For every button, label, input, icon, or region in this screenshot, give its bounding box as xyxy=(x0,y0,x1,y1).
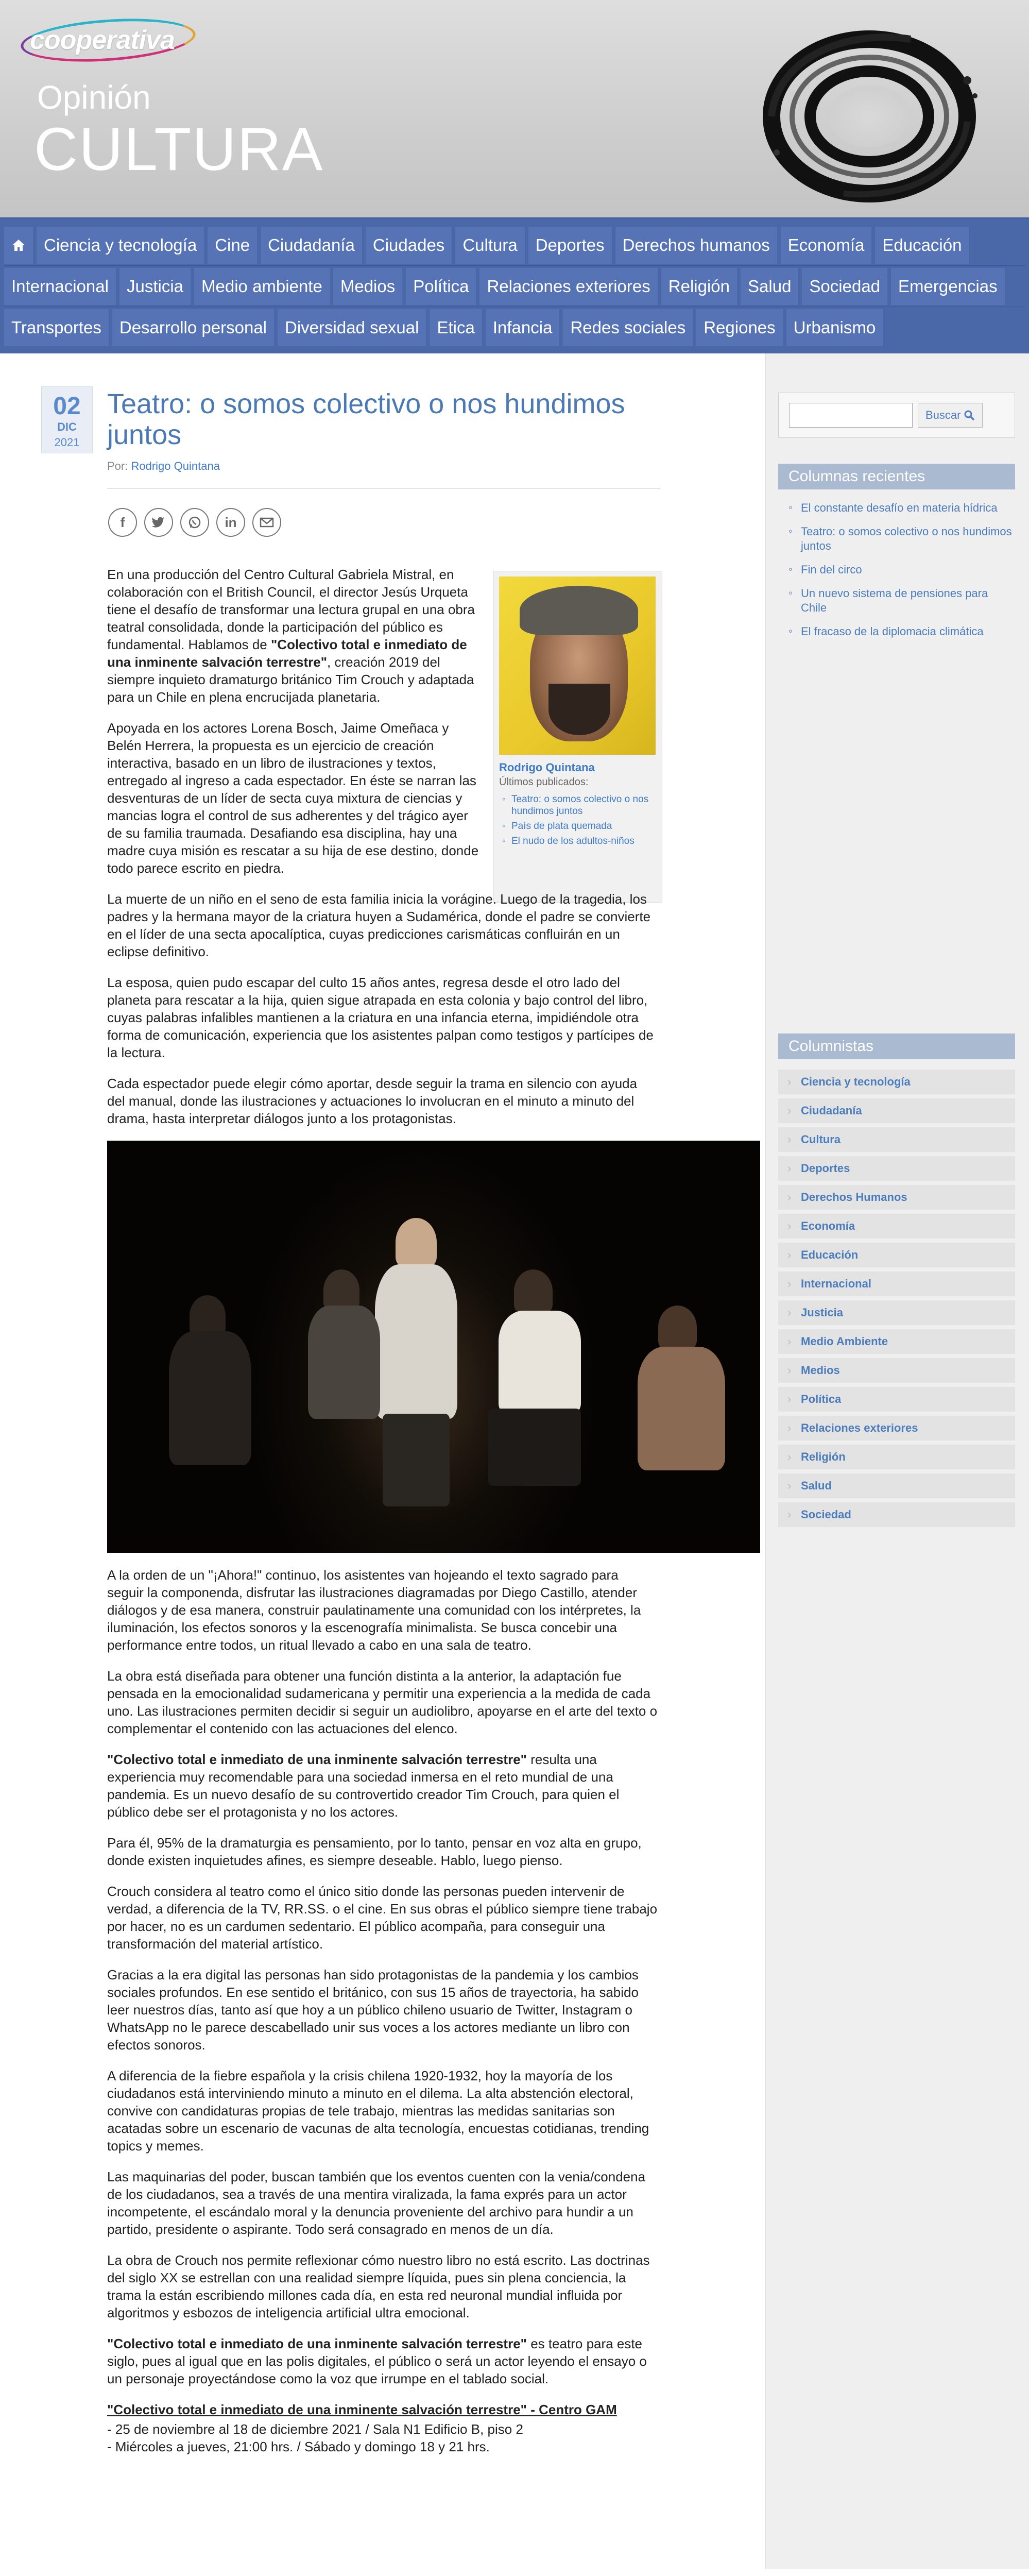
category-nav xyxy=(0,217,1029,353)
actor-figure xyxy=(396,1218,437,1267)
nav-item[interactable]: Política xyxy=(406,268,476,305)
author-latest-item[interactable]: ◦ Teatro: o somos colectivo o nos hundimos juntos xyxy=(511,793,657,817)
columnists-category-list xyxy=(778,1070,1015,1531)
event-info-line: - 25 de noviembre al 18 de diciembre 2021 / Sala N1 Edificio B, piso 2 xyxy=(107,2421,523,2437)
nav-home-button[interactable] xyxy=(4,227,33,264)
nav-item[interactable]: Desarrollo personal xyxy=(112,309,274,346)
nav-item[interactable]: Infancia xyxy=(486,309,560,346)
paragraph: En una producción del Centro Cultural Gabriela Mistral, en colaboración con el British Council, el director Jesús Urqueta tiene el desafío de transformar una lectura grupal en una obra teatral consolidada, donde la participación del público es fundamental. Hablamos de "Colectivo total e inmediato de una inminente salvación terrestre", creación 2019 del siempre inquieto dramaturgo británico Tim Crouch y adaptada para un Chile en plena encrucijada planetaria. xyxy=(107,567,475,705)
paragraph: Las maquinarias del poder, buscan también que los eventos cuenten con la venia/condena de los ciudadanos, sea a través de una mentira viralizada, la fama exprés para un actor incompetente, el escándalo moral y la denuncia proveniente del archivo para hundir a un partido, presidente o aspirante. Todo será consagrado en menos de un día. xyxy=(107,2169,646,2237)
paragraph: A la orden de un "¡Ahora!" continuo, los asistentes van hojeando el texto sagrado para seguir la componenda, disfrutar las ilustraciones diagramadas por Diego Castillo, atender diálogos y de esa manera, construir paulatinamente una comunidad con los intérpretes, la iluminación, los efectos sonoros y la escenografía minimalista. Se busca concebir una performance entre todos, un ritual llevado a cabo en una sala de teatro. xyxy=(107,1567,641,1653)
author-latest-item[interactable]: ◦ El nudo de los adultos-niños xyxy=(511,835,657,847)
nav-item[interactable]: Religión xyxy=(661,268,737,305)
category-link[interactable]: › Ciudadanía xyxy=(778,1098,1015,1123)
divider xyxy=(107,488,660,489)
logo-text: cooperativa xyxy=(30,25,175,55)
section-title: CULTURA xyxy=(34,115,324,183)
category-link[interactable]: › Salud xyxy=(778,1473,1015,1498)
recent-column-link[interactable]: ◦ El fracaso de la diplomacia climática xyxy=(801,624,1015,639)
ink-swirl-illustration xyxy=(741,19,988,204)
nav-item[interactable]: Transportes xyxy=(4,309,109,346)
category-link[interactable]: › Educación xyxy=(778,1243,1015,1267)
paragraph: "Colectivo total e inmediato de una inminente salvación terrestre" resulta una experiencia muy recomendable para una sociedad inmersa en el reto mundial de una pandemia. Es un nuevo desafío de su controvertido creador Tim Crouch, para quien el público debe ser el protagonista y no los actores. xyxy=(107,1752,620,1820)
recent-columns-heading: Columnas recientes xyxy=(778,464,1015,489)
author-box-subtitle: Últimos publicados: xyxy=(499,776,589,788)
paragraph: Apoyada en los actores Lorena Bosch, Jaime Omeñaca y Belén Herrera, la propuesta es un ejercicio de creación interactiva, basado en un libro de ilustraciones y textos, entregado al ingreso a cada espectador. En éste se narran las desventuras de un líder de secta cuya mixtura de ciencias y mancias logra el control de sus adherentes y del trágico ayer de su familia traumada. Desafiando esa disciplina, hay una madre cuya misión es rescatar a su hija de ese destino, donde todo parece escrito en piedra. xyxy=(107,720,479,876)
site-logo[interactable] xyxy=(21,20,196,61)
paragraph: "Colectivo total e inmediato de una inminente salvación terrestre" es teatro para este siglo, pues al igual que en las polis digitales, el público o será un actor leyendo el ensayo o un personaje proyectándose como la voz que irrumpe en el tablado social. xyxy=(107,2336,647,2386)
paragraph: La obra de Crouch nos permite reflexionar cómo nuestro libro no está escrito. Las doctrinas del siglo XX se estrellan con una realidad siempre líquida, pues sin plena conciencia, la trama la están escribiendo millones cada día, en esta red neuronal mundial influida por algoritmos y esbozos de inteligencia artificial ultra emocional. xyxy=(107,2252,650,2320)
recent-column-link[interactable]: ◦ Teatro: o somos colectivo o nos hundimos juntos xyxy=(801,524,1015,553)
columnists-heading: Columnistas xyxy=(778,1033,1015,1059)
nav-row-3 xyxy=(4,307,1025,348)
nav-item[interactable]: Derechos humanos xyxy=(615,227,777,264)
actor-figure xyxy=(169,1331,251,1465)
nav-item[interactable]: Ciencia y tecnología xyxy=(37,227,204,264)
nav-item[interactable]: Regiones xyxy=(696,309,782,346)
search-icon xyxy=(964,410,975,421)
whatsapp-icon[interactable] xyxy=(180,508,209,537)
nav-item[interactable]: Economía xyxy=(781,227,872,264)
category-link[interactable]: › Medios xyxy=(778,1358,1015,1383)
date-badge xyxy=(41,386,93,453)
category-link[interactable]: › Cultura xyxy=(778,1127,1015,1152)
nav-item[interactable]: Internacional xyxy=(4,268,116,305)
site-header xyxy=(0,0,1029,217)
category-link[interactable]: › Ciencia y tecnología xyxy=(778,1070,1015,1094)
nav-row-2 xyxy=(4,266,1025,307)
category-link[interactable]: › Derechos Humanos xyxy=(778,1185,1015,1210)
nav-item[interactable]: Salud xyxy=(741,268,798,305)
byline-author-link[interactable]: Rodrigo Quintana xyxy=(131,460,220,472)
actor-figure xyxy=(658,1306,697,1349)
recent-columns-list xyxy=(778,501,1015,648)
linkedin-icon[interactable]: in xyxy=(216,508,245,537)
share-bar xyxy=(108,508,281,537)
actor-figure xyxy=(190,1295,226,1336)
twitter-icon[interactable] xyxy=(144,508,173,537)
paragraph: La esposa, quien pudo escapar del culto 15 años antes, regresa desde el otro lado del planeta para rescatar a la hija, quien sigue atrapada en esta colonia y bajo control del libro, cuyas palabras infalibles mantienen a la criatura en una infancia eterna, impidiéndole otra forma de comunicación, experiencia que los asistentes palpan como testigos y partícipes de la lectura. xyxy=(107,975,654,1060)
sidebar xyxy=(765,353,1029,2569)
article-title: Teatro: o somos colectivo o nos hundimos juntos xyxy=(107,388,625,450)
actor-figure xyxy=(375,1264,457,1419)
recent-column-link[interactable]: ◦ El constante desafío en materia hídrica xyxy=(801,501,1015,515)
recent-column-link[interactable]: ◦ Fin del circo xyxy=(801,563,1015,577)
category-link[interactable]: › Política xyxy=(778,1387,1015,1412)
nav-item[interactable]: Diversidad sexual xyxy=(278,309,426,346)
paragraph: La muerte de un niño en el seno de esta familia inicia la vorágine. Luego de la tragedia, los padres y la hermana mayor de la criatura huyen a Sudamérica, donde el padre se convierte en el líder de una secta apocalíptica, cuyas predicciones carismáticas confluirán en un eclipse definitivo. xyxy=(107,891,651,959)
paragraph: Cada espectador puede elegir cómo aportar, desde seguir la trama en silencio con ayuda del manual, donde las ilustraciones y actuaciones lo involucran en el minuto a minuto del drama, hasta interpretar diálogos junto a los protagonistas. xyxy=(107,1076,638,1126)
paragraph: Gracias a la era digital las personas han sido protagonistas de la pandemia y los cambios sociales profundos. En ese sentido el británico, con sus 15 años de trayectoria, ha sabido leer nuestros días, tanto así que hoy a un público chileno usuario de Twitter, Instagram o WhatsApp no le parece descabellado unir sus voces a los actores mediante un libro con efectos sonoros. xyxy=(107,1967,639,2053)
actor-figure xyxy=(323,1269,359,1311)
nav-item[interactable]: Deportes xyxy=(528,227,612,264)
search-button-label: Buscar xyxy=(925,409,961,421)
facebook-icon[interactable]: f xyxy=(108,508,137,537)
nav-item[interactable]: Ciudades xyxy=(366,227,452,264)
actor-figure xyxy=(308,1306,380,1419)
actor-figure xyxy=(488,1409,581,1486)
category-link[interactable]: › Relaciones exteriores xyxy=(778,1416,1015,1440)
nav-row-1 xyxy=(4,225,1025,266)
author-box-name[interactable]: Rodrigo Quintana xyxy=(499,761,595,774)
paragraph: Crouch considera al teatro como el único sitio donde las personas pueden intervenir de verdad, a diferencia de la TV, RR.SS. o el cine. En sus obras el público siempre tiene trabajo por hacer, no es un cardumen sedentario. El público acompaña, para conseguir una transformación del material artístico. xyxy=(107,1884,658,1952)
category-link[interactable]: › Medio Ambiente xyxy=(778,1329,1015,1354)
category-link[interactable]: › Economía xyxy=(778,1214,1015,1239)
nav-item[interactable]: Medios xyxy=(333,268,402,305)
search-button[interactable] xyxy=(918,403,983,428)
home-icon xyxy=(11,239,26,252)
nav-item[interactable]: Ciudadanía xyxy=(261,227,362,264)
byline xyxy=(107,460,220,473)
nav-item[interactable]: Etica xyxy=(430,309,482,346)
nav-item[interactable]: Cultura xyxy=(455,227,524,264)
category-link[interactable]: › Justicia xyxy=(778,1300,1015,1325)
author-latest-item[interactable]: ◦ País de plata quemada xyxy=(511,820,657,832)
nav-item[interactable]: Educación xyxy=(875,227,969,264)
email-icon[interactable] xyxy=(252,508,281,537)
date-day: 02 xyxy=(53,393,81,420)
event-info-title: "Colectivo total e inmediato de una inminente salvación terrestre" - Centro GAM xyxy=(107,2402,617,2417)
paragraph: A diferencia de la fiebre española y la crisis chilena 1920-1932, hoy la mayoría de los ciudadanos está interviniendo minuto a minuto en el dilema. La alta abstención electoral, convive con candidaturas propias de tele trabajo, mientras las medidas sanitarias son acatadas sobre un escenario de vacunas de alta tecnología, encuestas cotidianas, trending topics y memes. xyxy=(107,2068,649,2154)
byline-label: Por: xyxy=(107,460,128,472)
nav-item[interactable]: Redes sociales xyxy=(563,309,693,346)
category-link[interactable]: › Internacional xyxy=(778,1272,1015,1296)
nav-item[interactable]: Relaciones exteriores xyxy=(479,268,657,305)
nav-item[interactable]: Urbanismo xyxy=(786,309,883,346)
section-kicker: Opinión xyxy=(37,79,151,116)
recent-column-link[interactable]: ◦ Un nuevo sistema de pensiones para Chile xyxy=(801,586,1015,615)
nav-item[interactable]: Cine xyxy=(208,227,257,264)
actor-figure xyxy=(514,1269,553,1313)
actor-figure xyxy=(638,1347,725,1470)
category-link[interactable]: › Deportes xyxy=(778,1156,1015,1181)
nav-item[interactable]: Medio ambiente xyxy=(194,268,330,305)
nav-item[interactable]: Sociedad xyxy=(802,268,887,305)
search-input[interactable] xyxy=(789,403,913,428)
nav-item[interactable]: Emergencias xyxy=(891,268,1005,305)
article-photo xyxy=(107,1141,760,1553)
paragraph: La obra está diseñada para obtener una función distinta a la anterior, la adaptación fue pensada en la emocionalidad sudamericana y permitir una experiencia a la medida de cada uno. Las ilustraciones permiten decidir si seguir un audiolibro, apoyarse en el arte del texto o complementar el contenido con las actuaciones del elenco. xyxy=(107,1668,658,1736)
category-link[interactable]: › Religión xyxy=(778,1445,1015,1469)
nav-item[interactable]: Justicia xyxy=(119,268,191,305)
article-body xyxy=(107,566,658,2455)
actor-figure xyxy=(383,1414,450,1506)
actor-figure xyxy=(499,1311,581,1414)
paragraph: Para él, 95% de la dramaturgia es pensamiento, por lo tanto, pensar en voz alta en grupo, donde existen inquietudes afines, es siempre deseable. Hablo, luego pienso. xyxy=(107,1835,642,1868)
content-area xyxy=(0,353,1029,2543)
date-year: 2021 xyxy=(54,436,80,449)
event-info-line: - Miércoles a jueves, 21:00 hrs. / Sábado y domingo 18 y 21 hrs. xyxy=(107,2439,490,2454)
date-month: DIC xyxy=(57,420,77,433)
search-box xyxy=(778,393,1015,438)
category-link[interactable]: › Sociedad xyxy=(778,1502,1015,1527)
